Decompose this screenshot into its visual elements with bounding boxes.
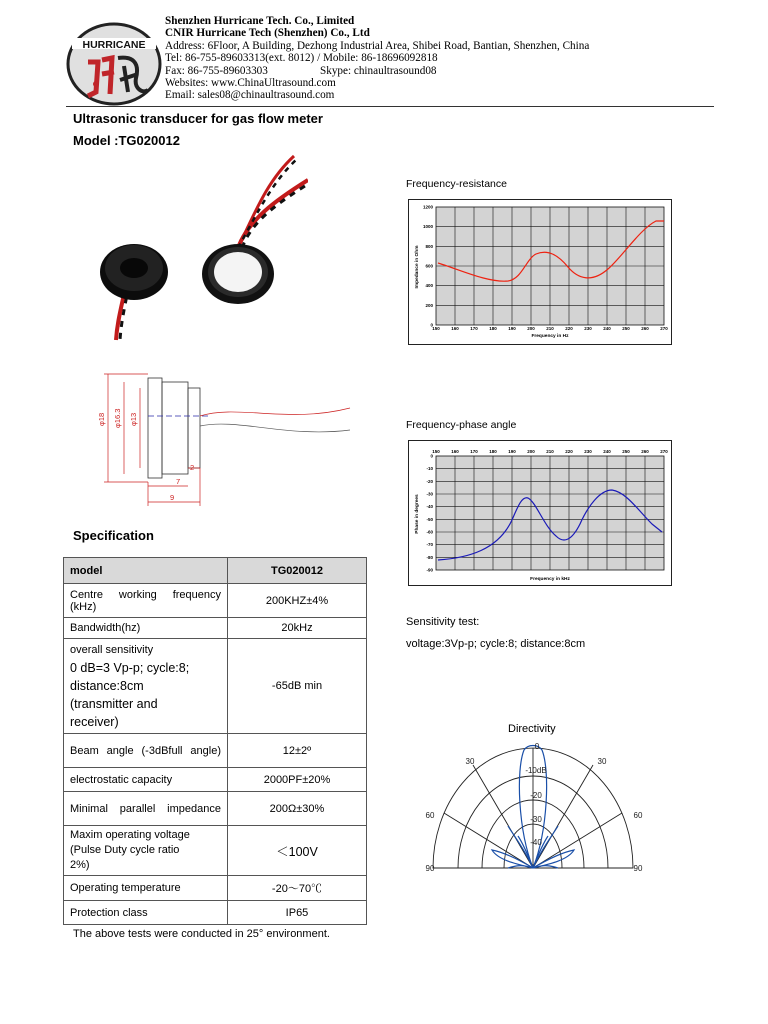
x-axis-label: Frequency in Hz bbox=[531, 334, 569, 339]
spec-param-line: Maxim operating voltage bbox=[70, 829, 190, 841]
company-info bbox=[165, 15, 725, 102]
y-tick-label: -60 bbox=[426, 529, 433, 535]
x-tick-label: 150 bbox=[432, 326, 440, 331]
y-tick-label: 1200 bbox=[422, 204, 433, 210]
table-row bbox=[64, 792, 367, 826]
spec-param-line: (Pulse Duty cycle ratio bbox=[70, 844, 180, 856]
table-row bbox=[64, 734, 367, 768]
polar-angle-label: 60 bbox=[425, 811, 435, 820]
spec-param: Beam angle (-3dBfull angle) bbox=[64, 734, 228, 768]
company-name-line: Shenzhen Hurricane Tech. Co., Limited bbox=[165, 15, 355, 27]
table-row bbox=[64, 876, 367, 901]
y-axis-label: Phase in degrees bbox=[415, 494, 420, 534]
x-tick-label: 170 bbox=[470, 326, 478, 331]
spec-param-line: 2%) bbox=[70, 859, 90, 871]
spec-param: Centre working frequency (kHz) bbox=[64, 584, 228, 618]
x-tick-label: 220 bbox=[565, 449, 573, 454]
table-row bbox=[64, 901, 367, 925]
page-title: Ultrasonic transducer for gas flow meter bbox=[73, 111, 323, 126]
spec-param: Operating temperature bbox=[64, 876, 228, 901]
y-tick-label: 800 bbox=[425, 243, 433, 249]
x-axis-label: Frequency in kHz bbox=[530, 577, 570, 582]
polar-db-label: -10dB bbox=[525, 766, 547, 775]
company-logo bbox=[66, 22, 162, 106]
polar-angle-label: 30 bbox=[465, 757, 475, 766]
y-tick-label: 0 bbox=[430, 453, 433, 459]
dimension-label: φ16.3 bbox=[113, 408, 122, 428]
company-name-line: CNIR Hurricane Tech (Shenzhen) Co., Ltd bbox=[165, 27, 370, 40]
spec-param-line: 0 dB=3 Vp-p; cycle:8; bbox=[70, 661, 190, 675]
polar-db-label: -20 bbox=[530, 791, 542, 800]
dimension-label: φ13 bbox=[129, 412, 138, 426]
x-tick-label: 160 bbox=[451, 326, 459, 331]
logo-text: HURRICANE bbox=[82, 39, 146, 51]
freq-resistance-title: Frequency-resistance bbox=[406, 178, 507, 190]
x-tick-label: 240 bbox=[603, 449, 611, 454]
x-tick-label: 200 bbox=[527, 326, 535, 331]
y-tick-label: 400 bbox=[425, 283, 433, 289]
spec-value: 200KHZ±4% bbox=[228, 584, 367, 618]
x-tick-label: 190 bbox=[508, 449, 516, 454]
y-tick-label: -70 bbox=[426, 542, 433, 548]
table-row bbox=[64, 584, 367, 618]
email-line: Email: sales08@chinaultrasound.com bbox=[165, 89, 335, 102]
y-tick-label: 1000 bbox=[422, 224, 433, 230]
address-line: Address: 6Floor, A Building, Dezhong Industrial Area, Shibei Road, Bantian, Shenzhen, China bbox=[165, 39, 590, 52]
polar-angle-label: 30 bbox=[597, 757, 607, 766]
spec-heading: Specification bbox=[73, 528, 154, 543]
table-row bbox=[64, 826, 367, 876]
y-tick-label: 200 bbox=[425, 302, 433, 308]
dimension-label: 2 bbox=[190, 463, 195, 472]
x-tick-label: 200 bbox=[527, 449, 535, 454]
y-tick-label: -20 bbox=[426, 478, 433, 484]
spec-param bbox=[64, 639, 228, 734]
spec-value: IP65 bbox=[228, 901, 367, 925]
spec-value: 20kHz bbox=[228, 618, 367, 639]
spec-table bbox=[63, 557, 367, 925]
x-tick-label: 250 bbox=[622, 326, 630, 331]
spec-value: 2000PF±20% bbox=[228, 768, 367, 792]
model-line: Model :TG020012 bbox=[73, 133, 180, 148]
table-row bbox=[64, 618, 367, 639]
x-tick-label: 240 bbox=[603, 326, 611, 331]
x-tick-label: 230 bbox=[584, 449, 592, 454]
sensitivity-title: Sensitivity test: bbox=[406, 616, 480, 628]
product-photo bbox=[88, 150, 308, 350]
y-axis-label: Impedance in Ohm bbox=[415, 245, 420, 289]
x-tick-label: 270 bbox=[660, 449, 668, 454]
directivity-polar-chart bbox=[418, 740, 648, 880]
spec-param: Protection class bbox=[64, 901, 228, 925]
dimension-drawing bbox=[88, 368, 358, 513]
spec-value: -20～70℃ bbox=[228, 876, 367, 901]
x-tick-label: 210 bbox=[546, 326, 554, 331]
x-tick-label: 160 bbox=[451, 449, 459, 454]
y-tick-label: -40 bbox=[426, 504, 433, 510]
x-tick-label: 270 bbox=[660, 326, 668, 331]
table-row bbox=[64, 768, 367, 792]
spec-value: ＜100V bbox=[228, 826, 367, 876]
polar-angle-label: 0 bbox=[534, 742, 540, 751]
table-header-cell: TG020012 bbox=[228, 558, 367, 584]
freq-phase-title: Frequency-phase angle bbox=[406, 419, 517, 431]
polar-db-label: -40 bbox=[530, 838, 542, 847]
spec-param: Minimal parallel impedance bbox=[64, 792, 228, 826]
spec-param: electrostatic capacity bbox=[64, 768, 228, 792]
header-divider bbox=[66, 106, 714, 107]
x-tick-label: 250 bbox=[622, 449, 630, 454]
x-tick-label: 220 bbox=[565, 326, 573, 331]
spec-param-line: receiver) bbox=[70, 715, 119, 729]
x-tick-label: 180 bbox=[489, 326, 497, 331]
spec-param-line: (transmitter and bbox=[70, 697, 158, 711]
x-tick-label: 180 bbox=[489, 449, 497, 454]
fax-line: Fax: 86-755-89603303 bbox=[165, 64, 268, 77]
spec-param-line: overall sensitivity bbox=[70, 644, 154, 656]
website-line: Websites: www.ChinaUltrasound.com bbox=[165, 77, 336, 90]
x-tick-label: 150 bbox=[432, 449, 440, 454]
skype-line: Skype: chinaultrasound08 bbox=[320, 64, 437, 77]
y-tick-label: 0 bbox=[430, 322, 433, 328]
spec-value: 200Ω±30% bbox=[228, 792, 367, 826]
dimension-label: 9 bbox=[170, 493, 175, 502]
table-header-cell: model bbox=[64, 558, 228, 584]
spec-param bbox=[64, 826, 228, 876]
dimension-label: 7 bbox=[176, 477, 181, 486]
freq-phase-graph bbox=[408, 440, 672, 586]
spec-param: Bandwidth(hz) bbox=[64, 618, 228, 639]
spec-value: 12±2º bbox=[228, 734, 367, 768]
x-tick-label: 210 bbox=[546, 449, 554, 454]
test-footnote: The above tests were conducted in 25° environment. bbox=[73, 928, 330, 940]
table-row bbox=[64, 639, 367, 734]
y-tick-label: -30 bbox=[426, 491, 433, 497]
sensitivity-params: voltage:3Vp-p; cycle:8; distance:8cm bbox=[406, 638, 586, 650]
directivity-title: Directivity bbox=[508, 723, 556, 735]
polar-db-label: -30 bbox=[530, 815, 542, 824]
y-tick-label: -90 bbox=[426, 567, 433, 573]
polar-angle-label: 60 bbox=[633, 811, 643, 820]
tel-line: Tel: 86-755-89603313(ext. 8012) / Mobile: 86-18696092818 bbox=[165, 52, 438, 65]
freq-resistance-graph bbox=[408, 199, 672, 345]
y-tick-label: -50 bbox=[426, 516, 433, 522]
x-tick-label: 170 bbox=[470, 449, 478, 454]
table-header-row bbox=[64, 558, 367, 584]
y-tick-label: 600 bbox=[425, 263, 433, 269]
spec-param-line: distance:8cm bbox=[70, 679, 144, 693]
x-tick-label: 190 bbox=[508, 326, 516, 331]
y-tick-label: -80 bbox=[426, 554, 433, 560]
dimension-label: φ18 bbox=[97, 412, 106, 426]
y-tick-label: -10 bbox=[426, 466, 433, 472]
x-tick-label: 230 bbox=[584, 326, 592, 331]
spec-value: -65dB min bbox=[228, 639, 367, 734]
polar-angle-label: 90 bbox=[425, 864, 435, 873]
x-tick-label: 260 bbox=[641, 449, 649, 454]
polar-angle-label: 90 bbox=[633, 864, 643, 873]
x-tick-label: 260 bbox=[641, 326, 649, 331]
